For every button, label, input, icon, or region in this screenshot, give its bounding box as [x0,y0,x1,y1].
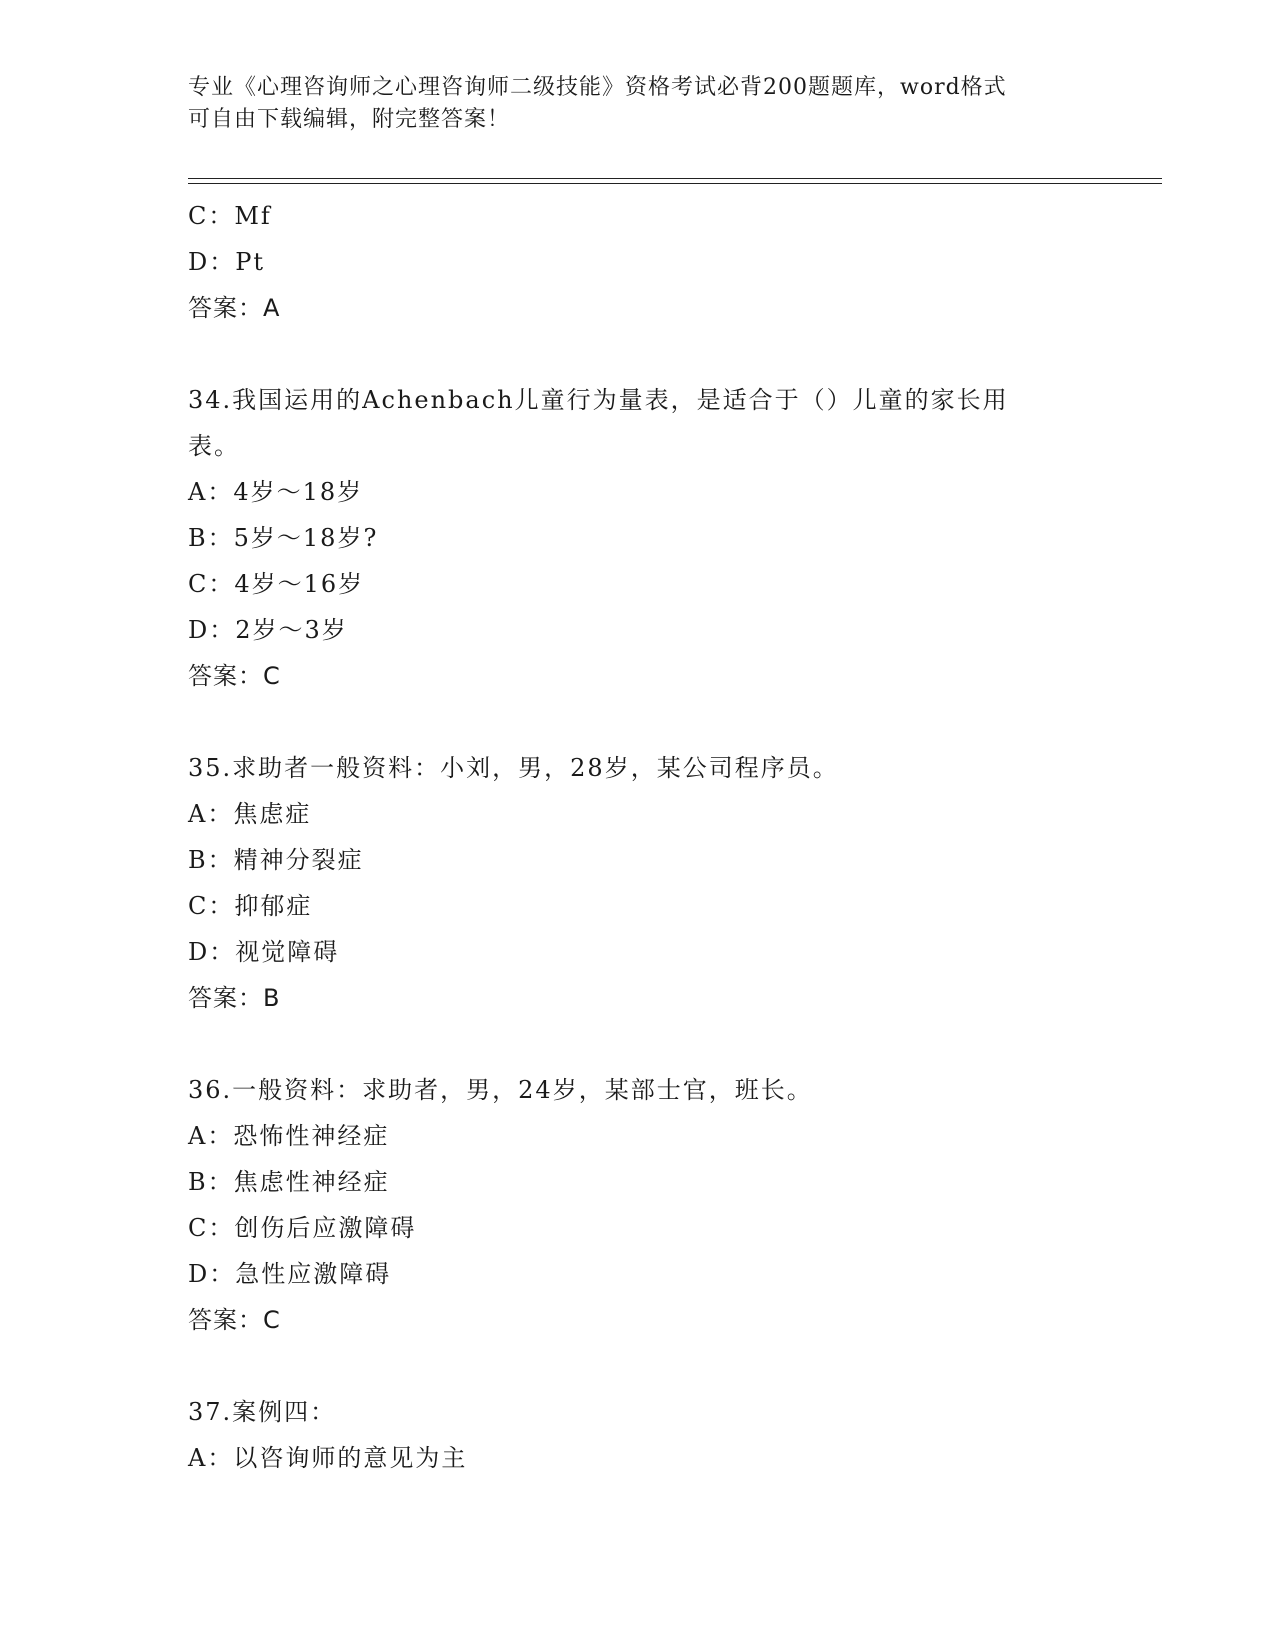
spacer [188,1021,1088,1067]
question-block-37 [188,1389,1088,1481]
option-d: D：视觉障碍 [188,938,340,966]
option-c: C：抑郁症 [188,892,313,920]
question-stem-continued: 表。 [188,432,240,460]
option-d: D：急性应激障碍 [188,1260,392,1288]
option-c: C：创伤后应激障碍 [188,1214,417,1242]
header-rule-top [188,178,1162,179]
option-a: A：恐怖性神经症 [188,1122,390,1150]
question-list [188,193,1088,1481]
answer-text: 答案：C [188,662,281,690]
answer-text: 答案：B [188,984,281,1012]
option-b: B：焦虑性神经症 [188,1168,390,1196]
option-a: A：以咨询师的意见为主 [188,1444,468,1472]
option-b: B：精神分裂症 [188,846,364,874]
spacer [188,331,1088,377]
question-stem: 36.一般资料：求助者，男，24岁，某部士官，班长。 [188,1076,813,1104]
header-line-1: 专业《心理咨询师之心理咨询师二级技能》资格考试必背200题题库，word格式 [188,75,1007,100]
answer-text: 答案：C [188,1306,281,1334]
question-stem: 35.求助者一般资料：小刘，男，28岁，某公司程序员。 [188,754,839,782]
spacer [188,1343,1088,1389]
header-rule-bottom [188,183,1162,184]
question-block-34 [188,377,1088,699]
option-d: D：2岁～3岁 [188,616,348,644]
option-b: B：5岁～18岁? [188,524,379,552]
option-d: D：Pt [188,248,266,276]
question-block-35 [188,745,1088,1021]
option-c: C：Mf [188,202,272,230]
document-header [188,72,1088,136]
option-a: A：4岁～18岁 [188,478,364,506]
header-line-2: 可自由下载编辑，附完整答案！ [188,107,511,132]
answer-text: 答案：A [188,294,281,322]
question-stem: 37.案例四： [188,1398,337,1426]
option-c: C：4岁～16岁 [188,570,365,598]
option-a: A：焦虑症 [188,800,312,828]
spacer [188,699,1088,745]
question-block-36 [188,1067,1088,1343]
question-stem: 34.我国运用的Achenbach儿童行为量表，是适合于（）儿童的家长用 [188,386,1009,414]
question-block-prev [188,193,1088,331]
